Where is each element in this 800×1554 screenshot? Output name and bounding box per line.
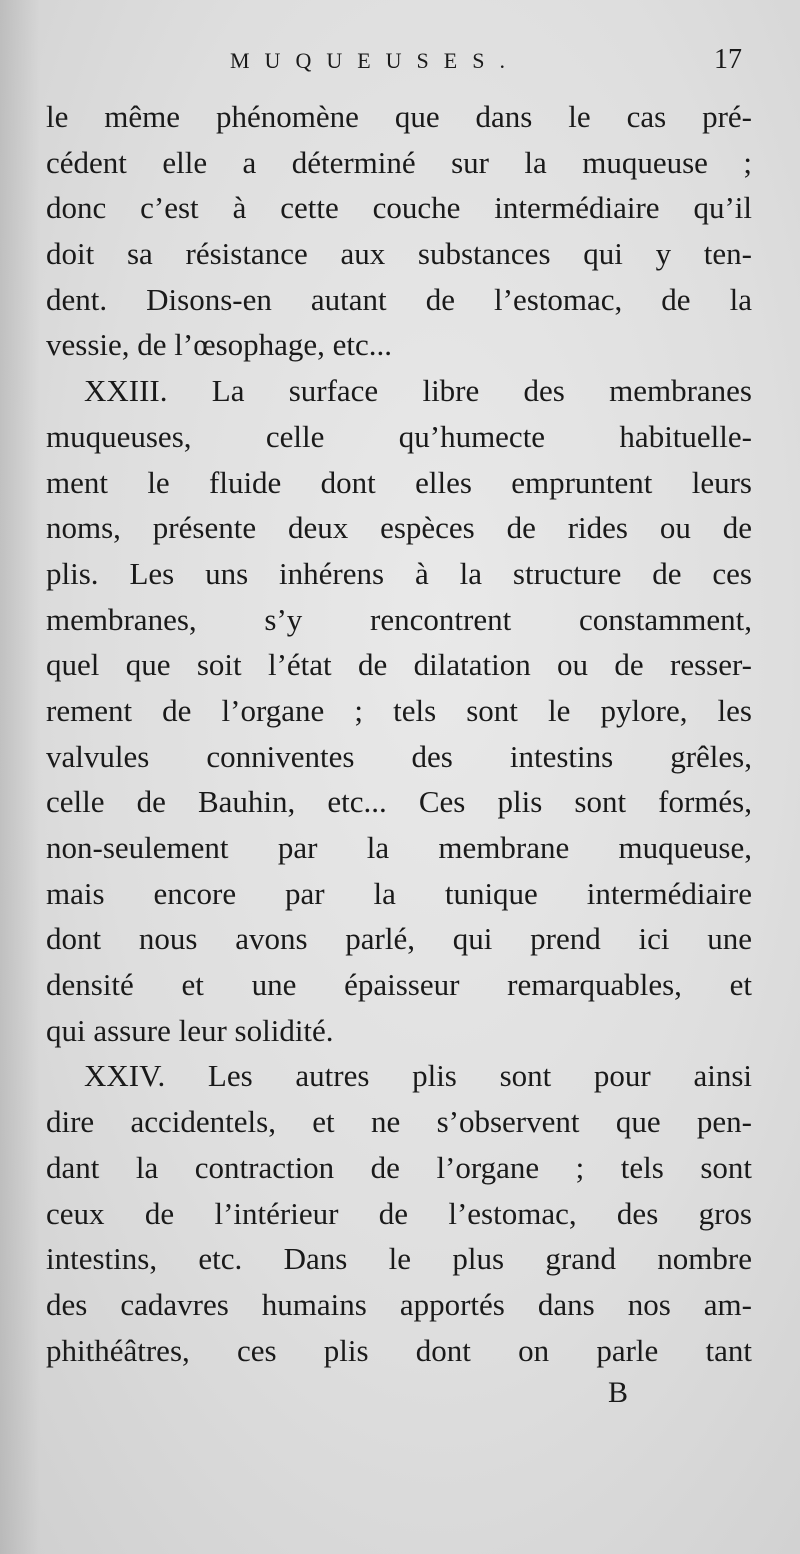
- text-line: intestins, etc. Dans le plus grand nombre: [46, 1241, 752, 1277]
- text-line: ment le fluide dont elles empruntent leurs: [46, 464, 752, 500]
- text-line: donc c’est à cette couche intermédiaire qu’il: [46, 190, 752, 226]
- text-line: muqueuses, celle qu’humecte habituelle-: [46, 418, 752, 454]
- text-line: vessie, de l’œsophage, etc...: [46, 327, 393, 363]
- section-xxiv-start: XXIV. Les autres plis sont pour ainsi: [84, 1058, 752, 1094]
- signature-mark: B: [608, 1376, 629, 1409]
- text-line: dire accidentels, et ne s’observent que pen-: [46, 1104, 752, 1140]
- text-line: valvules conniventes des intestins grêles,: [46, 738, 752, 774]
- text-line: non-seulement par la membrane muqueuse,: [46, 830, 752, 865]
- text-line: rement de l’organe ; tels sont le pylore, les: [46, 692, 752, 728]
- text-line: dont nous avons parlé, qui prend ici une: [46, 921, 752, 957]
- text-line: des cadavres humains apportés dans nos am-: [46, 1286, 752, 1322]
- page-number: 17: [714, 44, 742, 75]
- text-line: doit sa résistance aux substances qui y ten-: [46, 236, 752, 272]
- body-text: [46, 94, 752, 1373]
- text-line: mais encore par la tunique intermédiaire: [46, 875, 752, 911]
- text-line: celle de Bauhin, etc... Ces plis sont formés,: [46, 784, 752, 820]
- text-line: plis. Les uns inhérens à la structure de ces: [46, 555, 752, 591]
- text-line: noms, présente deux espèces de rides ou de: [46, 510, 752, 546]
- binding-shadow: [0, 0, 40, 1554]
- text-line: dant la contraction de l’organe ; tels sont: [46, 1149, 752, 1185]
- text-line: densité et une épaisseur remarquables, et: [46, 967, 752, 1003]
- text-line: le même phénomène que dans le cas pré-: [46, 99, 752, 134]
- running-head: MUQUEUSES.: [230, 48, 520, 73]
- text-line: ceux de l’intérieur de l’estomac, des gros: [46, 1195, 752, 1231]
- text-line: dent. Disons-en autant de l’estomac, de la: [46, 281, 752, 317]
- text-line: phithéâtres, ces plis dont on parle tant: [46, 1332, 752, 1368]
- text-line: qui assure leur solidité.: [46, 1012, 334, 1048]
- section-xxiii-start: XXIII. La surface libre des membranes: [84, 373, 752, 409]
- text-line: cédent elle a déterminé sur la muqueuse ;: [46, 144, 752, 180]
- text-line: membranes, s’y rencontrent constamment,: [46, 601, 752, 637]
- text-line: quel que soit l’état de dilatation ou de resser-: [46, 647, 752, 683]
- page-header: [46, 44, 750, 84]
